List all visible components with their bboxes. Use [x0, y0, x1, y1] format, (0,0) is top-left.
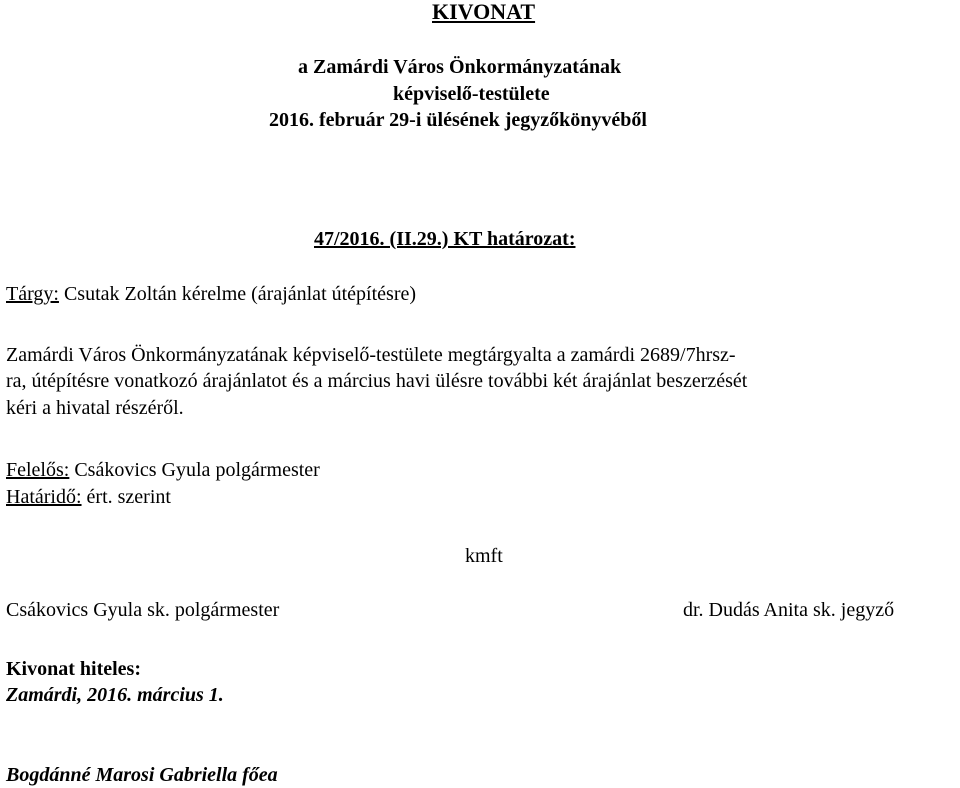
- responsible-text: Csákovics Gyula polgármester: [74, 459, 320, 481]
- resolution-number: 47/2016. (II.29.) KT határozat:: [314, 228, 576, 250]
- certification-place-date: Zamárdi, 2016. március 1.: [6, 684, 224, 706]
- header-line-2: képviselő-testülete: [393, 83, 550, 105]
- body-line-3: kéri a hivatal részéről.: [6, 397, 184, 419]
- header-line-1: a Zamárdi Város Önkormányzatának: [298, 56, 622, 78]
- subject-text: Csutak Zoltán kérelme (árajánlat útépítésre): [63, 283, 417, 305]
- certification-signer: Bogdánné Marosi Gabriella főea: [6, 764, 278, 786]
- document-title: KIVONAT: [432, 0, 536, 24]
- deadline-label: Határidő:: [6, 486, 82, 508]
- signature-notary: dr. Dudás Anita sk. jegyző: [683, 599, 895, 621]
- body-line-2: ra, útépítésre vonatkozó árajánlatot és a március havi ülésre további két árajánlat beszerzését: [6, 370, 748, 392]
- responsible-label: Felelős:: [6, 459, 70, 481]
- certification-label: Kivonat hiteles:: [6, 658, 141, 680]
- header-line-3: 2016. február 29-i ülésének jegyzőkönyvéből: [269, 109, 647, 131]
- kmft-note: kmft: [465, 545, 503, 567]
- subject-label: Tárgy:: [6, 283, 59, 305]
- body-line-1: Zamárdi Város Önkormányzatának képviselő-testülete megtárgyalta a zamárdi 2689/7hrsz-: [6, 344, 736, 366]
- responsible-line: [6, 459, 320, 482]
- subject-line: [6, 283, 416, 306]
- deadline-line: [6, 486, 171, 509]
- signature-mayor: Csákovics Gyula sk. polgármester: [6, 599, 280, 621]
- deadline-text: ért. szerint: [86, 486, 171, 508]
